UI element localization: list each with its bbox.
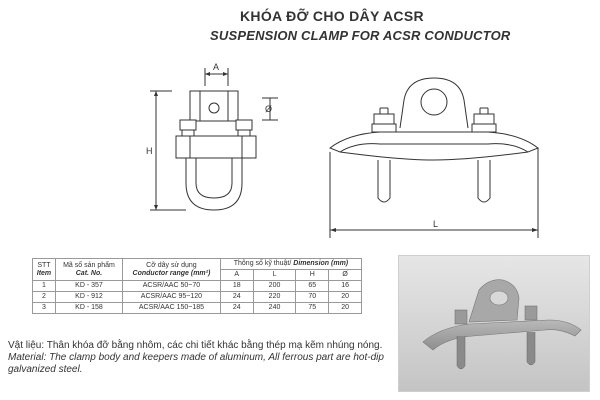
header-col-a: A — [220, 270, 253, 281]
material-description — [8, 340, 393, 376]
header-col-l: L — [253, 270, 296, 281]
dim-diameter-label: Ø — [265, 104, 273, 114]
table-row: 2 KD - 912 ACSR/AAC 95~120 24 220 70 20 — [33, 292, 362, 303]
header-item: STT Item — [33, 259, 56, 281]
material-en: Material: The clamp body and keepers made of aluminum, All ferrous part are hot-dip galvanized steel. — [8, 352, 384, 375]
clamp-photo-illustration — [399, 256, 590, 392]
header-col-h: H — [296, 270, 329, 281]
table-row: 1 KD - 357 ACSR/AAC 50~70 18 200 65 16 — [33, 281, 362, 292]
dim-a-label: A — [213, 62, 220, 72]
front-view — [330, 78, 538, 238]
title-english: SUSPENSION CLAMP FOR ACSR CONDUCTOR — [210, 28, 511, 43]
dim-l-label: L — [433, 219, 439, 229]
spec-table — [32, 258, 362, 314]
technical-drawing — [0, 48, 600, 248]
header-cat-no: Mã số sản phẩm Cat. No. — [55, 259, 122, 281]
product-photo — [398, 255, 590, 392]
table-row: 3 KD - 158 ACSR/AAC 150~185 24 240 75 20 — [33, 303, 362, 314]
header-dimension: Thông số kỹ thuật/ Dimension (mm) — [220, 259, 361, 270]
header-col-d: Ø — [329, 270, 362, 281]
header-conductor-range: Cỡ dây sử dụng Conductor range (mm²) — [123, 259, 221, 281]
title-vietnamese: KHÓA ĐỠ CHO DÂY ACSR — [240, 8, 424, 24]
side-view — [150, 68, 278, 210]
dim-h-label: H — [146, 146, 153, 156]
material-vn: Vật liệu: Thân khóa đỡ bằng nhôm, các chi tiết khác bằng thép mạ kẽm nhúng nóng. — [8, 340, 383, 351]
